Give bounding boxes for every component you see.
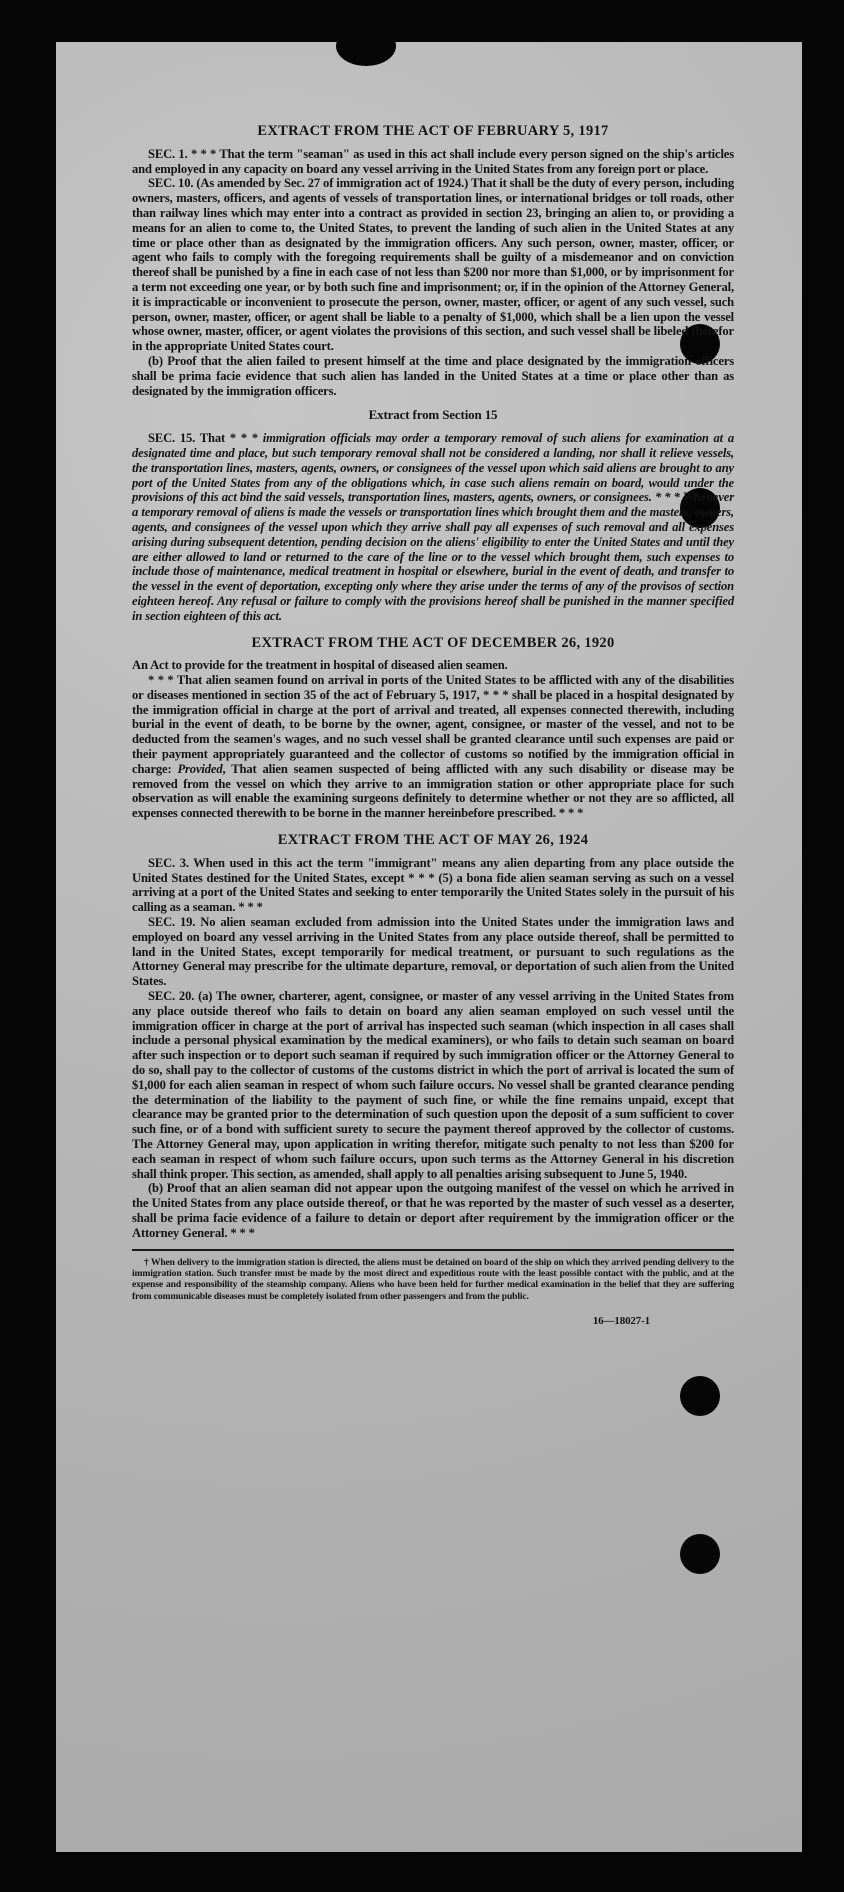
- heading-feb-1917: EXTRACT FROM THE ACT OF FEBRUARY 5, 1917: [257, 123, 609, 139]
- heading-dec-1920: EXTRACT FROM THE ACT OF DECEMBER 26, 1920: [251, 634, 615, 651]
- sec15-lead: SEC. 15. That * * *: [148, 431, 263, 446]
- document-body: [132, 124, 734, 1329]
- paragraph-sec10b: (b) Proof that the alien failed to present himself at the time and place designated by the immigration officers shall be prima facie evidence that such alien has landed in the United States at a time or place other than as designated by the immigration officers.: [132, 353, 734, 398]
- paragraph-sec1: SEC. 1. * * * That the term "seaman" as used in this act shall include every person signed on the ship's articles and employed in any capacity on board any vessel arriving in the United States from any foreign port or place.: [132, 146, 734, 176]
- document-page: [56, 42, 802, 1852]
- sec15-italic-text: immigration officials may order a temporary removal of such aliens for examination at a designated time and place, but such temporary removal shall not be considered a landing, nor shall it relieve vessels, the transportation lines, masters, agents, owners, or consignees of the vessel upon which said aliens are brought to any port of the United States from any of the obligations which, in case such aliens remain on board, would under the provisions of this act bind the said vessels, transportation lines, masters, agents, owners, or consignees. * * * Whenever a temporary removal of aliens is made the vessels or transportation lines which brought them and the masters, owners, agents, and consignees of the vessel upon which they arrive shall pay all expenses of such removal and all expenses arising during subsequent detention, pending decision on the aliens' eligibility to enter the United States and until they are either allowed to land or returned to the care of the line or to the vessel which brought them, such expenses to include those of maintenance, medical treatment in hospital or elsewhere, burial in the event of death, and transfer to the vessel in the event of deportation, excepting only where they arise under the terms of any of the provisos of section eighteen hereof. Any refusal or failure to comply with the provisions hereof shall be punished in the manner specified in section eighteen of this act.: [132, 431, 734, 623]
- dec-body-part2: , That alien seamen suspected of being afflicted with any such disability or disease may be removed from the vessel on which they arrive to an immigration station or other appropriate place for such observation as will enable the examining surgeons definitely to determine whether or not they are so afflicted, all expenses connected therewith to be borne in the manner hereinbefore prescribed. * * *: [132, 761, 734, 821]
- footnote-divider: [132, 1249, 734, 1251]
- heading-may-1924: EXTRACT FROM THE ACT OF MAY 26, 1924: [277, 832, 589, 849]
- form-number: 16—18027-1: [592, 1315, 650, 1328]
- paragraph-sec20b: (b) Proof that an alien seaman did not appear upon the outgoing manifest of the vessel on which he arrived in the United States from any place outside thereof, or that he was reported by the master of such vessel as a deserter, shall be prima facie evidence of a failure to detain or deport after requirement by the immigration officer or the Attorney General. * * *: [132, 1181, 734, 1240]
- punch-hole-3: [680, 1376, 720, 1416]
- paragraph-sec15: [132, 431, 734, 623]
- paragraph-sec20a: SEC. 20. (a) The owner, charterer, agent, consignee, or master of any vessel arriving in the United States from any place outside thereof who fails to detain on board any alien seaman employed on such vessel until the immigration officer in charge at the port of arrival has inspected such seaman (which inspection in all cases shall include a personal physical examination by the medical examiners), or who fails to detain such seaman on board after such inspection or to deport such seaman if required by such immigration officer or the Attorney General to do so, shall pay to the collector of customs of the customs district in which the port of arrival is located the sum of $1,000 for each alien seaman in respect of whom such failure occurs. No vessel shall be granted clearance pending the determination of the liability to the payment of such fine, or while the fine remains unpaid, except that clearance may be granted prior to the determination of such question upon the deposit of a sum sufficient to cover such fine, or of a bond with sufficient surety to secure the payment thereof approved by the collector of customs. The Attorney General may, upon application in writing therefor, mitigate such penalty to not less than $200 for each seaman in respect of whom such failure occurs, upon such terms as the Attorney General in his discretion shall think proper. This section, as amended, shall apply to all penalties arising subsequent to June 5, 1940.: [132, 989, 734, 1181]
- punch-hole-top: [336, 42, 396, 66]
- punch-hole-4: [680, 1534, 720, 1574]
- dec-provided: Provided: [177, 761, 223, 776]
- paragraph-dec-intro: An Act to provide for the treatment in hospital of diseased alien seamen.: [132, 658, 508, 673]
- subheading-section-15: Extract from Section 15: [368, 407, 498, 423]
- paragraph-sec3: SEC. 3. When used in this act the term "immigrant" means any alien departing from any place outside the United States destined for the United States, except * * * (5) a bona fide alien seaman serving as such on a vessel arriving at a port of the United States and seeking to enter temporarily the United States solely in the pursuit of his calling as a seaman. * * *: [132, 855, 734, 915]
- paragraph-sec19: SEC. 19. No alien seaman excluded from admission into the United States under the immigration laws and employed on board any vessel arriving in the United States from any place outside thereof, shall be permitted to land in the United States, except temporarily for medical treatment, or pursuant to such regulations as the Attorney General may prescribe for the ultimate departure, removal, or deportation of such alien from the United States.: [132, 915, 734, 989]
- dec-body-part1: * * * That alien seamen found on arrival in ports of the United States to be afflicted with any of the disabilities or diseases mentioned in section 35 of the act of February 5, 1917, * * * shall be placed in a hospital designated by the immigration official in charge at the port of arrival and treated, all expenses connected therewith, including burial in the event of death, to be borne by the owner, agent, consignee, or master of the vessel, and not to be deducted from the seamen's wages, and no such vessel shall be granted clearance until such expenses are paid or their payment appropriately guaranteed and the collector of customs so notified by the immigration official in charge:: [132, 673, 734, 776]
- paragraph-sec10: SEC. 10. (As amended by Sec. 27 of immigration act of 1924.) That it shall be the duty of every person, including owners, masters, officers, and agents of vessels of transportation lines, or international bridges or toll roads, other than railway lines which may enter into a contract as provided in section 23, bringing an alien to, or providing a means for an alien to come to, the United States, to prevent the landing of such alien in the United States at any time or place other than as designated by the immigration officers. Any such person, owner, master, officer, or agent who fails to comply with the foregoing requirements shall be guilty of a misdemeanor and on conviction thereof shall be punished by a fine in each case of not less than $200 nor more than $1,000, or by imprisonment for a term not exceeding one year, or by both such fine and imprisonment; or, if in the opinion of the Attorney General, it is impracticable or inconvenient to prosecute the person, owner, master, officer, or agent of any such vessel, such person, owner, master, officer, or agent shall be liable to a penalty of $1,000, which shall be a lien upon the vessel whose owner, master, officer, or agent violates the provisions of this section, and such vessel shall be libeled therefor in the appropriate United States court.: [132, 176, 734, 354]
- footnote: † When delivery to the immigration station is directed, the aliens must be detained on board of the ship on which they arrived pending delivery to the immigration station. Such transfer must be made by the most direct and expeditious route with the least possible contact with the public, and at the expense and responsibility of the steamship company. Aliens who have been held for further medical examination in the belief that they are suffering from communicable diseases must be completely isolated from other passengers and from the public.: [132, 1256, 734, 1302]
- paragraph-dec-body: [132, 673, 734, 821]
